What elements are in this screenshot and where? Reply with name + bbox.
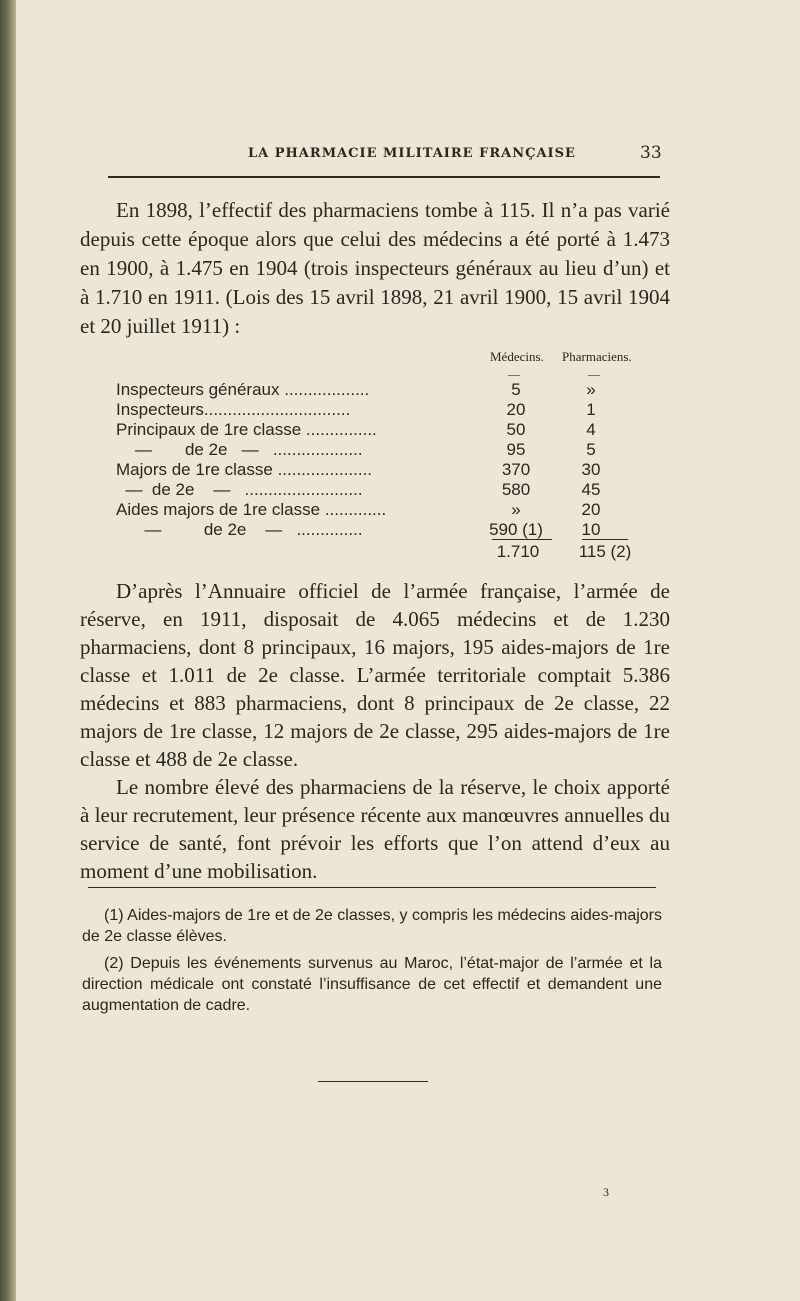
row-medecins: 590 (1) [489, 520, 543, 539]
row-medecins: 580 [501, 480, 531, 499]
row-label: — de 2e — ................... [116, 440, 363, 459]
total-rule-medecins [492, 539, 552, 540]
signature-mark: 3 [603, 1185, 609, 1199]
paragraph-effectif: En 1898, l’effectif des pharmaciens tombe à 115. Il n’a pas varié depuis cette époque alors que celui des médecins a été porté à 1.473 en 1900, à 1.475 en 1904 (trois inspecteurs généraux au lieu d’un) et à 1.710 en 1911. (Lois des 15 avril 1898, 21 avril 1900, 15 avril 1904 et 20 juillet 1911) : [80, 198, 670, 338]
column-dash-medecins: — [508, 367, 520, 381]
row-pharmaciens: 30 [581, 460, 601, 479]
row-pharmaciens: 10 [581, 520, 601, 539]
table-row [116, 420, 676, 442]
end-rule [318, 1081, 428, 1082]
column-header-medecins: Médecins. [490, 349, 544, 364]
table-row [116, 400, 676, 422]
row-pharmaciens: 1 [586, 400, 596, 419]
row-label: Majors de 1re classe .................... [116, 460, 373, 479]
row-pharmaciens: 4 [586, 420, 596, 439]
row-pharmaciens: 45 [581, 480, 601, 499]
header-rule [108, 176, 660, 178]
paragraph-mobilisation-text: Le nombre élevé des pharmaciens de la réserve, le choix apporté à leur recrutement, leur présence récente aux manœuvres annuelles du service de santé, font prévoir les efforts que l’on attend d’eux au moment d’une mobilisation. [80, 775, 670, 883]
page-number: 33 [640, 143, 662, 163]
table-row [116, 440, 676, 462]
total-medecins: 1.710 [496, 542, 540, 561]
row-pharmaciens: 5 [586, 440, 596, 459]
total-rule-pharmaciens [582, 539, 628, 540]
footnotes [82, 905, 662, 1022]
table-row [116, 460, 676, 482]
table-row [116, 500, 676, 522]
row-label: Inspecteurs............................... [116, 400, 351, 419]
table-column-headers [116, 349, 676, 381]
total-pharmaciens: 115 (2) [578, 542, 632, 561]
row-medecins: 20 [506, 400, 526, 419]
row-label: Inspecteurs généraux .................. [116, 380, 370, 399]
row-medecins: 50 [506, 420, 526, 439]
row-label: Principaux de 1re classe ............... [116, 420, 377, 439]
footnote-1: (1) Aides-majors de 1re et de 2e classes, y compris les médecins aides-majors de 2e classe élèves. [82, 907, 662, 945]
row-medecins: 95 [506, 440, 526, 459]
paragraph-reserve [80, 577, 670, 885]
row-medecins: 370 [501, 460, 531, 479]
table-totals-row [116, 542, 676, 564]
row-medecins: » [511, 500, 521, 519]
row-medecins: 5 [511, 380, 521, 399]
row-pharmaciens: » [586, 380, 596, 399]
row-label: — de 2e — ......................... [116, 480, 363, 499]
table-row [116, 380, 676, 402]
table-row [116, 480, 676, 502]
running-title: LA PHARMACIE MILITAIRE FRANÇAISE [248, 146, 576, 161]
column-header-pharmaciens: Pharmaciens. [562, 349, 632, 364]
paragraph-reserve-text: D’après l’Annuaire officiel de l’armée française, l’armée de réserve, en 1911, disposait de 4.065 médecins et de 1.230 pharmaciens, dont 8 principaux, 16 majors, 195 aides-majors de 1re classe et 1.011 de 2e classe. L’armée territoriale comptait 5.386 médecins et 883 pharmaciens, dont 8 principaux de 2e classe, 22 majors de 1re classe, 12 majors de 2e classe, 295 aides-majors de 1re classe et 488 de 2e classe. [80, 579, 670, 771]
row-label: — de 2e — .............. [116, 520, 363, 539]
row-pharmaciens: 20 [581, 500, 601, 519]
footnote-rule [88, 887, 656, 888]
row-label: Aides majors de 1re classe ............. [116, 500, 387, 519]
footnote-2: (2) Depuis les événements survenus au Maroc, l’état-major de l’armée et la direction médicale ont constaté l’insuffisance de cet effectif et demandent une augmentation de cadre. [82, 955, 662, 1014]
column-dash-pharmaciens: — [588, 367, 600, 381]
